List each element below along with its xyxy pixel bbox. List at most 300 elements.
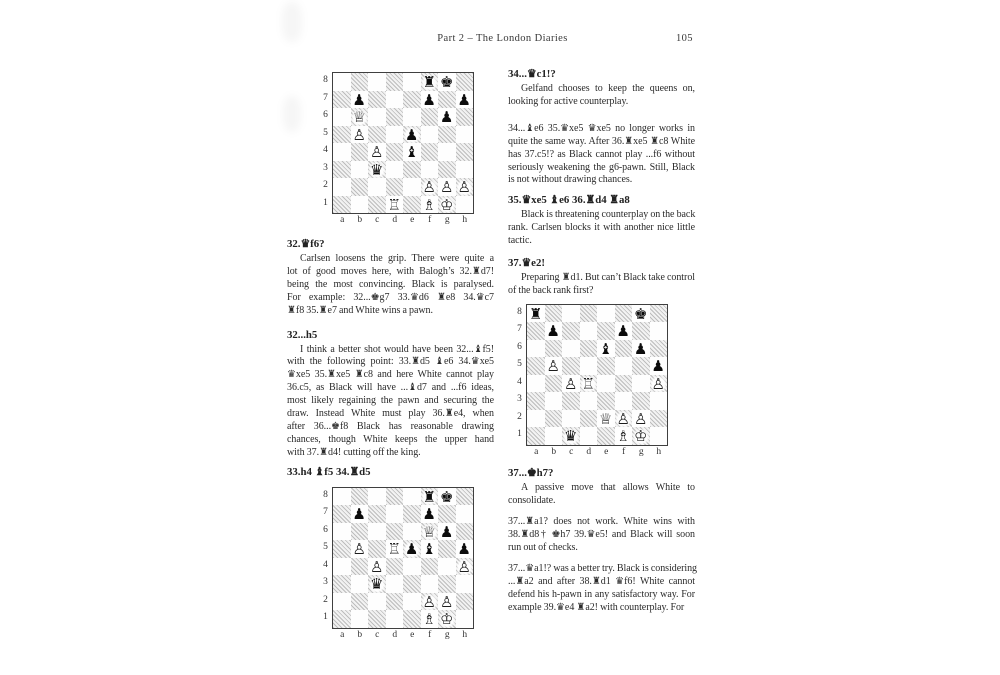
rank-label: 3	[323, 162, 328, 173]
white-pawn: ♙	[438, 593, 456, 611]
chess-diagram-after-move-37	[513, 304, 695, 458]
board-square	[403, 196, 421, 214]
board-square	[456, 610, 474, 628]
board-square	[456, 575, 474, 593]
text-line: with the following point: 33.♜d5 ♝e6 34.♛xe5	[287, 356, 494, 368]
board-square	[386, 610, 404, 628]
board-square	[456, 505, 474, 523]
board-square	[421, 196, 439, 214]
black-rook: ♜	[421, 73, 439, 91]
running-header: Part 2 – The London Diaries	[437, 33, 568, 44]
rank-label: 8	[323, 75, 328, 85]
board-square	[368, 593, 386, 611]
rank-label: 6	[517, 341, 522, 352]
white-pawn: ♙	[351, 540, 369, 558]
rank-label: 3	[517, 394, 522, 405]
text-line: looking for active counterplay.	[508, 95, 629, 107]
board-square	[438, 73, 456, 91]
board-square	[615, 392, 633, 410]
board-square	[580, 357, 598, 375]
rank-labels	[319, 487, 332, 627]
board-square	[456, 73, 474, 91]
rank-label: 2	[323, 180, 328, 190]
rank-label: 8	[323, 489, 328, 500]
board-square	[351, 108, 369, 126]
board-square	[351, 523, 369, 541]
board-square	[421, 126, 439, 144]
white-pawn: ♙	[456, 558, 474, 576]
rank-label: 6	[323, 524, 328, 535]
board-square	[456, 108, 474, 126]
board-square	[403, 610, 421, 628]
text-line: with 37.♜d4! cutting off the king.	[287, 446, 421, 458]
board-square	[386, 488, 404, 506]
black-king: ♚	[632, 305, 650, 323]
board-square	[386, 593, 404, 611]
rank-label: 6	[323, 110, 328, 120]
board-square	[403, 558, 421, 576]
text-line: tactic.	[508, 235, 532, 247]
file-label: a	[340, 215, 345, 225]
board-square	[386, 523, 404, 541]
board-square	[421, 610, 439, 628]
white-pawn: ♙	[368, 143, 386, 161]
board-square	[403, 505, 421, 523]
board-square	[403, 540, 421, 558]
board-square	[368, 523, 386, 541]
white-pawn: ♙	[650, 375, 668, 393]
left-text-column	[287, 64, 494, 641]
board-square	[368, 178, 386, 196]
page-edge-smudge	[282, 2, 302, 42]
text-line: ♜f8 35.♜e7 and White wins a pawn.	[287, 304, 433, 316]
board-square	[403, 161, 421, 179]
board-square	[421, 505, 439, 523]
board-square	[597, 410, 615, 428]
board-square	[351, 91, 369, 109]
black-pawn: ♟	[650, 357, 668, 375]
text-line: quite the same way. After 36.♜xe5 ♜c8 White	[508, 135, 695, 147]
white-king: ♔	[438, 196, 456, 214]
board-square	[615, 305, 633, 323]
file-label: h	[462, 629, 468, 640]
board-square	[351, 558, 369, 576]
text-line: ♛xe5 35.♜xe5 ♜c8 and here White cannot play	[287, 369, 494, 381]
white-pawn: ♙	[421, 593, 439, 611]
chess-board	[526, 304, 668, 446]
black-queen: ♛	[368, 575, 386, 593]
board-square	[333, 505, 351, 523]
chess-board	[332, 487, 474, 629]
board-square	[597, 375, 615, 393]
board-square	[456, 196, 474, 214]
commentary-paragraph	[508, 563, 695, 615]
white-rook: ♖	[386, 540, 404, 558]
rank-label: 5	[323, 127, 328, 138]
board-square	[386, 540, 404, 558]
board-square	[368, 196, 386, 214]
board-square	[333, 143, 351, 161]
rank-label: 2	[323, 594, 328, 605]
board-square	[562, 322, 580, 340]
file-label: d	[392, 629, 398, 640]
board-square	[386, 91, 404, 109]
board-square	[368, 575, 386, 593]
file-labels	[528, 446, 696, 458]
board-square	[562, 375, 580, 393]
board-square	[368, 73, 386, 91]
board-square	[615, 340, 633, 358]
text-line: chances, though White keeps the upper hand	[287, 433, 494, 445]
commentary-paragraph	[508, 83, 695, 109]
board-square	[597, 427, 615, 445]
board-square	[351, 161, 369, 179]
board-square	[615, 322, 633, 340]
board-square	[333, 73, 351, 91]
board-square	[562, 392, 580, 410]
board-square	[438, 108, 456, 126]
board-square	[403, 91, 421, 109]
black-pawn: ♟	[456, 540, 474, 558]
board-square	[632, 305, 650, 323]
board-square	[650, 357, 668, 375]
board-square	[351, 196, 369, 214]
board-square	[527, 340, 545, 358]
board-square	[368, 488, 386, 506]
board-square	[333, 488, 351, 506]
text-line: is not without drawing chances.	[508, 174, 633, 186]
white-king: ♔	[632, 427, 650, 445]
rank-label: 7	[517, 324, 522, 335]
white-rook: ♖	[386, 196, 404, 214]
file-label: d	[586, 446, 592, 457]
board-square	[438, 610, 456, 628]
rank-labels	[513, 304, 526, 444]
board-square	[421, 540, 439, 558]
text-line: 34...♝e6 35.♛xe5 ♛xe5 no longer works in	[508, 122, 695, 134]
board-square	[421, 161, 439, 179]
board-square	[351, 488, 369, 506]
diagram-body	[319, 72, 494, 214]
board-square	[368, 91, 386, 109]
file-label: h	[462, 215, 468, 225]
commentary-paragraph	[508, 516, 695, 555]
rank-label: 1	[323, 197, 328, 208]
move-heading: 32.♛f6?	[287, 238, 325, 250]
board-square	[421, 108, 439, 126]
black-queen: ♛	[368, 161, 386, 179]
black-pawn: ♟	[351, 91, 369, 109]
board-square	[527, 427, 545, 445]
rank-label: 1	[323, 612, 328, 623]
board-square	[386, 558, 404, 576]
white-bishop: ♗	[421, 196, 439, 214]
board-square	[351, 126, 369, 144]
board-square	[615, 375, 633, 393]
board-square	[456, 126, 474, 144]
text-line: after 36...♚f8 Black has reasonable drawing	[287, 420, 494, 432]
board-square	[386, 196, 404, 214]
rank-label: 8	[517, 306, 522, 317]
board-square	[527, 357, 545, 375]
white-pawn: ♙	[632, 410, 650, 428]
board-square	[456, 523, 474, 541]
board-square	[386, 108, 404, 126]
rank-label: 7	[323, 507, 328, 518]
board-square	[580, 322, 598, 340]
black-queen: ♛	[562, 427, 580, 445]
commentary-paragraph	[508, 272, 695, 298]
board-square	[421, 91, 439, 109]
black-pawn: ♟	[351, 505, 369, 523]
move-heading: 34...♛c1!?	[508, 68, 556, 80]
text-line: example 39.♛e4 ♜a2! with counterplay. For	[508, 602, 685, 614]
board-square	[456, 540, 474, 558]
file-label: g	[444, 215, 450, 225]
board-square	[580, 340, 598, 358]
board-square	[421, 593, 439, 611]
file-label: e	[410, 215, 415, 225]
file-label: f	[428, 215, 432, 225]
text-line: 36.c5, as Black will have ...♝d7 and ...f6 ideas,	[287, 382, 494, 394]
file-label: f	[428, 629, 432, 640]
text-line: run out of checks.	[508, 541, 578, 553]
board-square	[333, 558, 351, 576]
move-heading: 33.h4 ♝f5 34.♜d5	[287, 465, 371, 478]
board-square	[438, 126, 456, 144]
black-pawn: ♟	[403, 126, 421, 144]
move-heading: 32...h5	[287, 328, 318, 341]
page-number: 105	[676, 33, 693, 44]
board-square	[632, 410, 650, 428]
board-square	[333, 108, 351, 126]
file-label: b	[357, 629, 363, 640]
rank-label: 5	[323, 542, 328, 553]
board-square	[527, 322, 545, 340]
board-square	[333, 540, 351, 558]
board-square	[403, 523, 421, 541]
text-line: Preparing ♜d1. But can’t Black take control	[521, 272, 695, 284]
board-square	[545, 410, 563, 428]
board-square	[403, 488, 421, 506]
board-square	[562, 340, 580, 358]
board-square	[368, 126, 386, 144]
board-square	[403, 575, 421, 593]
text-line: seriously weakening the g6-pawn. Still, Black	[508, 161, 695, 173]
board-square	[650, 410, 668, 428]
board-square	[650, 427, 668, 445]
board-square	[580, 305, 598, 323]
board-square	[368, 505, 386, 523]
board-square	[421, 575, 439, 593]
move-heading: 37.♛e2!	[508, 257, 545, 270]
white-pawn: ♙	[438, 178, 456, 196]
board-square	[545, 375, 563, 393]
move-heading: 37...♚h7?	[508, 466, 554, 479]
board-square	[386, 505, 404, 523]
white-king: ♔	[438, 610, 456, 628]
text-line: consolidate.	[508, 494, 556, 506]
right-text-column	[508, 64, 695, 615]
board-square	[421, 523, 439, 541]
white-pawn: ♙	[456, 178, 474, 196]
text-line: of the back rank first?	[508, 284, 594, 296]
board-square	[597, 340, 615, 358]
board-square	[615, 427, 633, 445]
board-square	[562, 427, 580, 445]
file-label: e	[604, 446, 609, 457]
board-square	[650, 340, 668, 358]
board-square	[545, 340, 563, 358]
board-square	[597, 357, 615, 375]
text-line: rank. Carlsen blocks it with another nice little	[508, 222, 695, 234]
white-queen: ♕	[597, 410, 615, 428]
board-square	[580, 427, 598, 445]
rank-label: 5	[517, 359, 522, 370]
board-square	[438, 161, 456, 179]
black-bishop: ♝	[403, 143, 421, 161]
diagram-body	[319, 487, 494, 629]
board-square	[580, 410, 598, 428]
black-pawn: ♟	[456, 91, 474, 109]
board-square	[333, 523, 351, 541]
board-square	[438, 178, 456, 196]
board-square	[403, 108, 421, 126]
board-square	[438, 196, 456, 214]
board-square	[421, 143, 439, 161]
file-label: b	[551, 446, 557, 457]
board-square	[632, 340, 650, 358]
chess-diagram-before-move-32	[319, 72, 494, 226]
board-square	[403, 73, 421, 91]
board-square	[368, 558, 386, 576]
text-line: 38.♜d8† ♚h7 39.♛e5! and Black will soon	[508, 528, 695, 540]
board-square	[351, 610, 369, 628]
board-square	[527, 305, 545, 323]
file-label: a	[340, 629, 345, 640]
board-square	[438, 575, 456, 593]
white-bishop: ♗	[421, 610, 439, 628]
move-heading: 35.♛xe5 ♝e6 36.♜d4 ♜a8	[508, 194, 630, 207]
board-square	[632, 375, 650, 393]
diagram-body	[513, 304, 695, 446]
board-square	[351, 505, 369, 523]
board-square	[545, 392, 563, 410]
board-square	[527, 375, 545, 393]
text-line: being the most convincing. Black is paralysed.	[287, 278, 494, 290]
file-label: c	[375, 629, 380, 640]
white-pawn: ♙	[368, 558, 386, 576]
black-king: ♚	[438, 73, 456, 91]
black-pawn: ♟	[421, 505, 439, 523]
rank-label: 2	[517, 411, 522, 422]
board-square	[650, 392, 668, 410]
board-square	[421, 488, 439, 506]
board-square	[403, 126, 421, 144]
black-pawn: ♟	[421, 91, 439, 109]
white-pawn: ♙	[421, 178, 439, 196]
black-bishop: ♝	[421, 540, 439, 558]
text-line: Gelfand chooses to keep the queens on,	[521, 83, 695, 94]
board-square	[386, 161, 404, 179]
black-pawn: ♟	[403, 540, 421, 558]
rank-labels	[319, 72, 332, 212]
board-square	[386, 73, 404, 91]
board-square	[545, 322, 563, 340]
text-line: has 37.c5!? as Black cannot play ...f6 without	[508, 148, 695, 160]
black-pawn: ♟	[632, 340, 650, 358]
board-square	[438, 540, 456, 558]
black-pawn: ♟	[438, 108, 456, 126]
rank-label: 4	[323, 559, 328, 570]
text-line: I think a better shot would have been 32...♝f5!	[300, 343, 494, 355]
board-square	[351, 73, 369, 91]
board-square	[386, 126, 404, 144]
file-label: h	[656, 446, 662, 457]
board-square	[403, 178, 421, 196]
file-label: c	[569, 446, 574, 457]
board-square	[562, 357, 580, 375]
board-square	[632, 427, 650, 445]
board-square	[333, 91, 351, 109]
board-square	[403, 143, 421, 161]
text-line: defend his h-pawn in any satisfactory way. For	[508, 589, 695, 601]
board-square	[386, 178, 404, 196]
board-square	[527, 410, 545, 428]
board-square	[368, 610, 386, 628]
board-square	[562, 305, 580, 323]
black-pawn: ♟	[438, 523, 456, 541]
rank-label: 4	[323, 145, 328, 155]
board-square	[421, 73, 439, 91]
text-line: Black is threatening counterplay on the back	[521, 209, 696, 221]
file-label: d	[392, 215, 398, 225]
board-square	[368, 108, 386, 126]
text-line: 37...♛a1!? was a better try. Black is considering	[508, 563, 697, 575]
board-square	[368, 143, 386, 161]
board-square	[456, 91, 474, 109]
file-label: e	[410, 629, 415, 640]
black-rook: ♜	[421, 488, 439, 506]
text-line: most likely regaining the pawn and securing the	[287, 395, 494, 407]
black-bishop: ♝	[597, 340, 615, 358]
board-square	[333, 161, 351, 179]
board-square	[545, 357, 563, 375]
file-label: g	[638, 446, 644, 457]
board-square	[438, 143, 456, 161]
board-square	[333, 196, 351, 214]
file-labels	[334, 214, 495, 226]
board-square	[650, 305, 668, 323]
file-label: f	[622, 446, 626, 457]
white-pawn: ♙	[351, 126, 369, 144]
board-square	[438, 593, 456, 611]
board-square	[456, 161, 474, 179]
commentary-paragraph	[508, 482, 695, 508]
board-square	[456, 593, 474, 611]
black-rook: ♜	[527, 305, 545, 323]
text-line: lot of good moves here, with Balogh’s 32.♜d7!	[287, 265, 494, 277]
white-queen: ♕	[421, 523, 439, 541]
rank-label: 7	[323, 92, 328, 103]
board-square	[386, 143, 404, 161]
board-square	[632, 322, 650, 340]
board-square	[403, 593, 421, 611]
white-queen: ♕	[351, 108, 369, 126]
board-square	[438, 488, 456, 506]
white-pawn: ♙	[545, 357, 563, 375]
board-square	[438, 523, 456, 541]
